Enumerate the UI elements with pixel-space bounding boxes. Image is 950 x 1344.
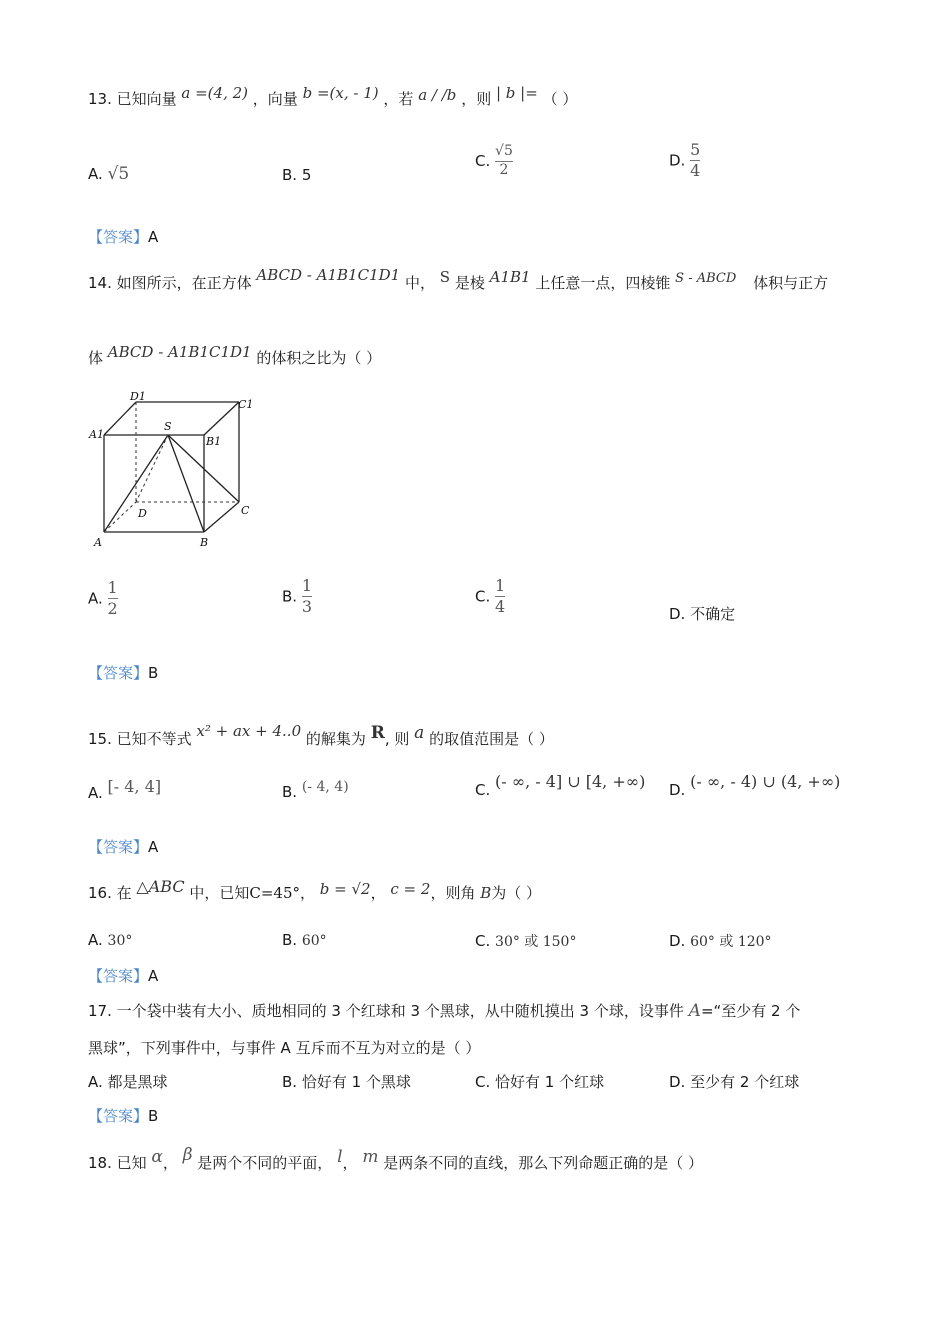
q14-stem-line-1 [88, 266, 829, 293]
q14-cube-name: ABCD - A1B1C1D1 [256, 266, 401, 284]
fraction-denominator: 2 [107, 599, 118, 618]
q13-parallel: a / /b [418, 86, 457, 104]
option-label: B. [282, 587, 298, 606]
q16-side-b: b = √2 [319, 880, 371, 898]
option-label: A. [88, 784, 103, 802]
q14-d-value: 不确定 [690, 605, 736, 623]
q15-set-r: R [370, 723, 385, 743]
q13-paren: （ ） [542, 90, 578, 108]
answer-tag: 【答案】 [88, 664, 149, 682]
fraction-denominator: 4 [495, 597, 506, 616]
q18-line-l: l [337, 1147, 343, 1167]
q13-text-2: ，向量 [252, 90, 298, 108]
q14-text-6: 体 [88, 349, 104, 367]
answer-tag: 【答案】 [88, 838, 149, 856]
q16-side-c: c = 2 [390, 880, 431, 898]
label-a1: A1 [89, 428, 104, 441]
q14-edge-a1b1: A1B1 [489, 268, 531, 286]
option-label: B. [282, 931, 298, 949]
label-s: S [164, 420, 172, 433]
option-label: A. [88, 1073, 103, 1091]
q15-option-d[interactable] [669, 772, 841, 799]
q15-text-3: , 则 [384, 730, 410, 748]
q14-b-fraction [302, 576, 312, 617]
option-label: B. [282, 166, 298, 184]
q13-text-3: ，若 [383, 90, 414, 108]
q16-d-value: 60° 或 120° [690, 934, 772, 950]
fraction-numerator: √5 [495, 143, 513, 159]
q13-b-value: 5 [301, 166, 312, 184]
fraction-numerator: 5 [690, 140, 701, 159]
q16-angle-c: C=45°， [249, 884, 315, 902]
q17-event-a: A [688, 1001, 701, 1021]
q17-text-1: 17. 一个袋中装有大小、质地相同的 3 个红球和 3 个黑球，从中随机摸出 3 个球，设事件 [88, 1002, 684, 1020]
q17-d-value: 至少有 2 个红球 [690, 1073, 800, 1091]
fraction-denominator: 4 [690, 161, 701, 180]
q18-text-1: 18. 已知 [88, 1154, 147, 1172]
q14-option-d[interactable] [669, 603, 735, 624]
option-label: D. [669, 781, 686, 799]
option-label: C. [475, 932, 491, 950]
option-label: D. [669, 932, 686, 950]
q16-option-d[interactable] [669, 931, 772, 951]
q17-text-2: =“至少有 2 个 [700, 1002, 801, 1020]
q13-answer [88, 226, 158, 247]
q16-text-1: 16. 在 [88, 884, 132, 902]
q14-text-5: 体积与正方 [753, 274, 829, 292]
q14-option-a[interactable] [88, 578, 118, 619]
q16-option-b[interactable] [282, 931, 327, 949]
q17-stem-line-1 [88, 1000, 800, 1021]
q15-b-value: (- 4, 4) [301, 779, 349, 795]
q14-cube-figure [86, 390, 266, 555]
q15-text-4: 的取值范围是（ ） [429, 730, 554, 748]
label-d1: D1 [130, 390, 146, 403]
q18-text-2: 是两个不同的平面， [197, 1154, 333, 1172]
q16-text-2: 中，已知 [189, 884, 250, 902]
q16-text-4: 为（ ） [491, 884, 542, 902]
q14-option-c[interactable] [475, 576, 505, 617]
q15-option-c[interactable] [475, 772, 646, 799]
q18-comma-2: ， [342, 1154, 358, 1172]
q17-a-value: 都是黑球 [107, 1073, 168, 1091]
q13-option-c[interactable] [475, 143, 513, 179]
q17-answer [88, 1105, 158, 1126]
fraction-denominator: 2 [499, 161, 509, 178]
q17-stem-line-2 [88, 1037, 480, 1058]
q16-option-c[interactable] [475, 931, 576, 951]
option-label: A. [88, 165, 103, 183]
q13-text-1: 13. 已知向量 [88, 90, 177, 108]
fraction-numerator: 1 [301, 576, 313, 595]
label-d: D [138, 507, 147, 520]
label-b: B [200, 536, 209, 549]
answer-tag: 【答案】 [88, 228, 149, 246]
q16-a-value: 30° [107, 933, 133, 949]
q16-answer [88, 965, 158, 986]
option-label: D. [669, 605, 686, 623]
fraction-numerator: 1 [495, 576, 506, 595]
q14-text-4: 上任意一点，四棱锥 [535, 274, 671, 292]
q16-b-value: 60° [301, 933, 327, 949]
q18-plane-alpha: α [151, 1147, 163, 1167]
option-label: C. [475, 1073, 491, 1091]
q13-d-fraction [690, 140, 700, 181]
q16-angle-b: B [480, 884, 492, 902]
q15-var-a: a [414, 723, 425, 743]
q14-stem-line-2 [88, 343, 382, 368]
q16-triangle: △ABC [136, 877, 185, 896]
q15-stem [88, 722, 554, 749]
option-label: D. [669, 151, 686, 170]
q14-answer [88, 662, 158, 683]
q16-text-3: ，则角 [430, 884, 476, 902]
q15-text-1: 15. 已知不等式 [88, 730, 192, 748]
q17-option-c[interactable] [475, 1071, 604, 1092]
option-label: D. [669, 1073, 686, 1091]
q13-vector-b: b =(x, - 1) [302, 84, 379, 102]
answer-tag: 【答案】 [88, 1107, 149, 1125]
option-label: C. [475, 587, 491, 606]
answer-value: B [148, 1107, 159, 1125]
q14-text-7: 的体积之比为（ ） [256, 349, 382, 367]
q15-a-value: [- 4, 4] [107, 777, 162, 796]
answer-value: A [148, 228, 159, 246]
label-a: A [94, 536, 102, 549]
q17-c-value: 恰好有 1 个红球 [495, 1073, 605, 1091]
q15-inequality: x² + ax + 4..0 [196, 722, 302, 740]
label-c1: C1 [238, 398, 254, 411]
q16-c-value: 30° 或 150° [495, 934, 577, 950]
fraction-numerator: 1 [107, 578, 118, 597]
q14-a-fraction [108, 578, 118, 619]
q14-c-fraction [495, 576, 505, 617]
q18-stem [88, 1145, 704, 1173]
q14-text-2: 中， [404, 274, 435, 292]
q13-text-4: ，则 [461, 90, 492, 108]
q16-comma: ， [370, 884, 386, 902]
option-label: C. [475, 781, 491, 799]
q17-option-b[interactable] [282, 1071, 411, 1092]
answer-value: A [148, 838, 159, 856]
q16-stem [88, 877, 542, 903]
answer-value: A [148, 967, 159, 985]
q13-option-a[interactable] [88, 164, 129, 184]
option-label: A. [88, 589, 103, 608]
q14-cube-name-2: ABCD - A1B1C1D1 [107, 343, 252, 361]
q13-stem [88, 84, 578, 109]
answer-value: B [148, 664, 159, 682]
q15-answer [88, 836, 158, 857]
q18-line-m: m [362, 1147, 379, 1167]
q15-text-2: 的解集为 [305, 730, 366, 748]
q14-text-3: 是棱 [454, 274, 485, 292]
q13-norm-b: | b |= [495, 84, 538, 102]
fraction-denominator: 3 [301, 597, 313, 616]
answer-tag: 【答案】 [88, 967, 149, 985]
q15-option-a[interactable] [88, 777, 162, 802]
option-label: B. [282, 1073, 298, 1091]
q13-c-fraction [495, 143, 513, 179]
q14-text-1: 14. 如图所示，在正方体 [88, 274, 252, 292]
q13-vector-a: a =(4, 2) [181, 84, 249, 102]
q13-a-sqrt5: √5 [107, 164, 130, 184]
q14-point-s: S [439, 268, 451, 286]
q15-c-value: (- ∞, - 4] ∪ [4, +∞) [495, 772, 646, 791]
q17-option-a[interactable] [88, 1071, 168, 1092]
q17-text-3: 黑球”，下列事件中，与事件 A 互斥而不互为对立的是（ ） [88, 1039, 481, 1057]
q18-comma-1: ， [162, 1154, 178, 1172]
q13-option-b[interactable] [282, 166, 311, 184]
q14-option-b[interactable] [282, 576, 312, 617]
option-label: C. [475, 152, 491, 170]
label-c: C [241, 504, 250, 517]
option-label: B. [282, 783, 298, 801]
q14-pyramid: S - ABCD [675, 271, 737, 286]
q17-option-d[interactable] [669, 1071, 799, 1092]
q17-b-value: 恰好有 1 个黑球 [301, 1073, 411, 1091]
q13-option-d[interactable] [669, 140, 700, 181]
q15-option-b[interactable] [282, 779, 349, 801]
q15-d-value: (- ∞, - 4) ∪ (4, +∞) [690, 772, 841, 791]
q18-plane-beta: β [182, 1145, 193, 1165]
q18-text-3: 是两条不同的直线，那么下列命题正确的是（ ） [383, 1154, 704, 1172]
q16-option-a[interactable] [88, 931, 132, 949]
option-label: A. [88, 931, 103, 949]
label-b1: B1 [206, 435, 222, 448]
